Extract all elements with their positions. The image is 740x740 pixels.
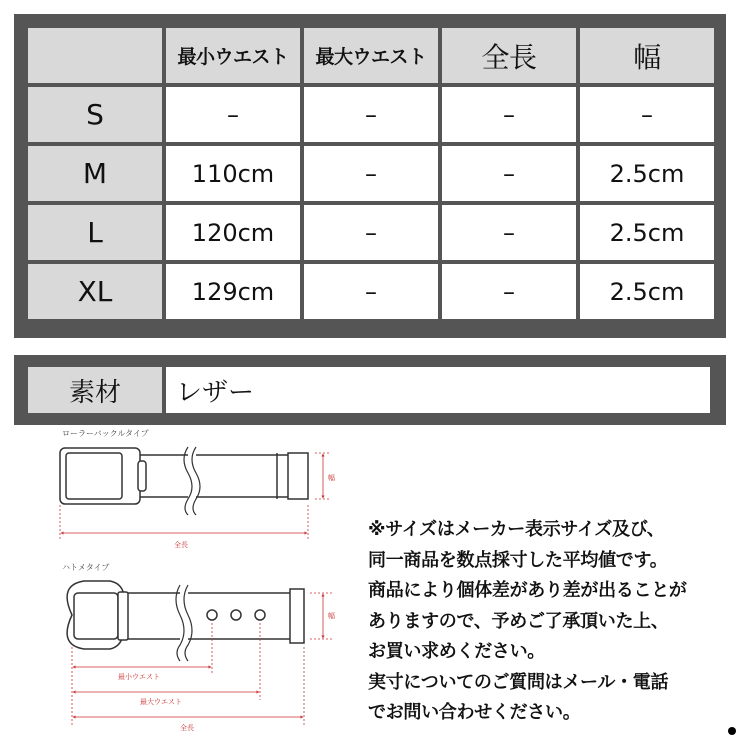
width-value: – xyxy=(580,87,714,142)
material-label: 素材 xyxy=(28,367,162,413)
width-value: 2.5cm xyxy=(580,205,714,260)
note-line: ありますので、予めご了承頂いた上、 xyxy=(368,610,669,632)
hatome-total-label: 全長 xyxy=(180,724,194,732)
note-line: 商品により個体差があり差が出ることが xyxy=(368,580,687,601)
note-line: ※サイズはメーカー表示サイズ及び、 xyxy=(368,519,665,540)
hatome-type-title: ハトメタイプ xyxy=(62,563,110,572)
header-min-waist: 最小ウエスト xyxy=(166,28,300,83)
max-waist-value: – xyxy=(304,87,438,142)
max-waist-label: 最大ウエスト xyxy=(140,698,182,706)
size-grid xyxy=(28,28,714,319)
hatome-width-label: 幅 xyxy=(328,612,335,620)
max-waist-value: – xyxy=(304,205,438,260)
roller-total-label: 全長 xyxy=(174,541,188,549)
note-line: お買い求めください。 xyxy=(368,641,545,662)
roller-width-label: 幅 xyxy=(328,474,335,482)
note-line: でお問い合わせください。 xyxy=(368,702,581,723)
total-length-value: – xyxy=(442,205,576,260)
hatome-belt-illustration xyxy=(67,581,304,661)
size-label: M xyxy=(28,146,162,201)
min-waist-value: 129cm xyxy=(166,264,300,319)
min-waist-value: 120cm xyxy=(166,205,300,260)
note-line: 実寸についてのご質問はメール・電話 xyxy=(368,671,669,693)
note-line: 同一商品を数点採寸した平均値です。 xyxy=(368,549,668,571)
size-label: S xyxy=(28,87,162,142)
belt-diagrams xyxy=(40,425,350,740)
corner-dot xyxy=(728,727,736,735)
total-length-value: – xyxy=(442,264,576,319)
header-corner xyxy=(28,28,162,83)
roller-belt-illustration xyxy=(60,447,308,515)
size-table xyxy=(14,14,726,338)
min-waist-label: 最小ウエスト xyxy=(118,673,160,681)
min-waist-value: 110cm xyxy=(166,146,300,201)
header-width: 幅 xyxy=(580,28,714,83)
width-value: 2.5cm xyxy=(580,264,714,319)
size-label: XL xyxy=(28,264,162,319)
roller-type-title: ローラーバックルタイプ xyxy=(62,429,149,438)
size-label: L xyxy=(28,205,162,260)
header-total-length: 全長 xyxy=(442,28,576,83)
width-value: 2.5cm xyxy=(580,146,714,201)
max-waist-value: – xyxy=(304,146,438,201)
material-table xyxy=(14,355,726,425)
header-max-waist: 最大ウエスト xyxy=(304,28,438,83)
material-value: レザー xyxy=(166,367,710,413)
max-waist-value: – xyxy=(304,264,438,319)
total-length-value: – xyxy=(442,87,576,142)
min-waist-value: – xyxy=(166,87,300,142)
total-length-value: – xyxy=(442,146,576,201)
size-disclaimer xyxy=(368,515,728,729)
